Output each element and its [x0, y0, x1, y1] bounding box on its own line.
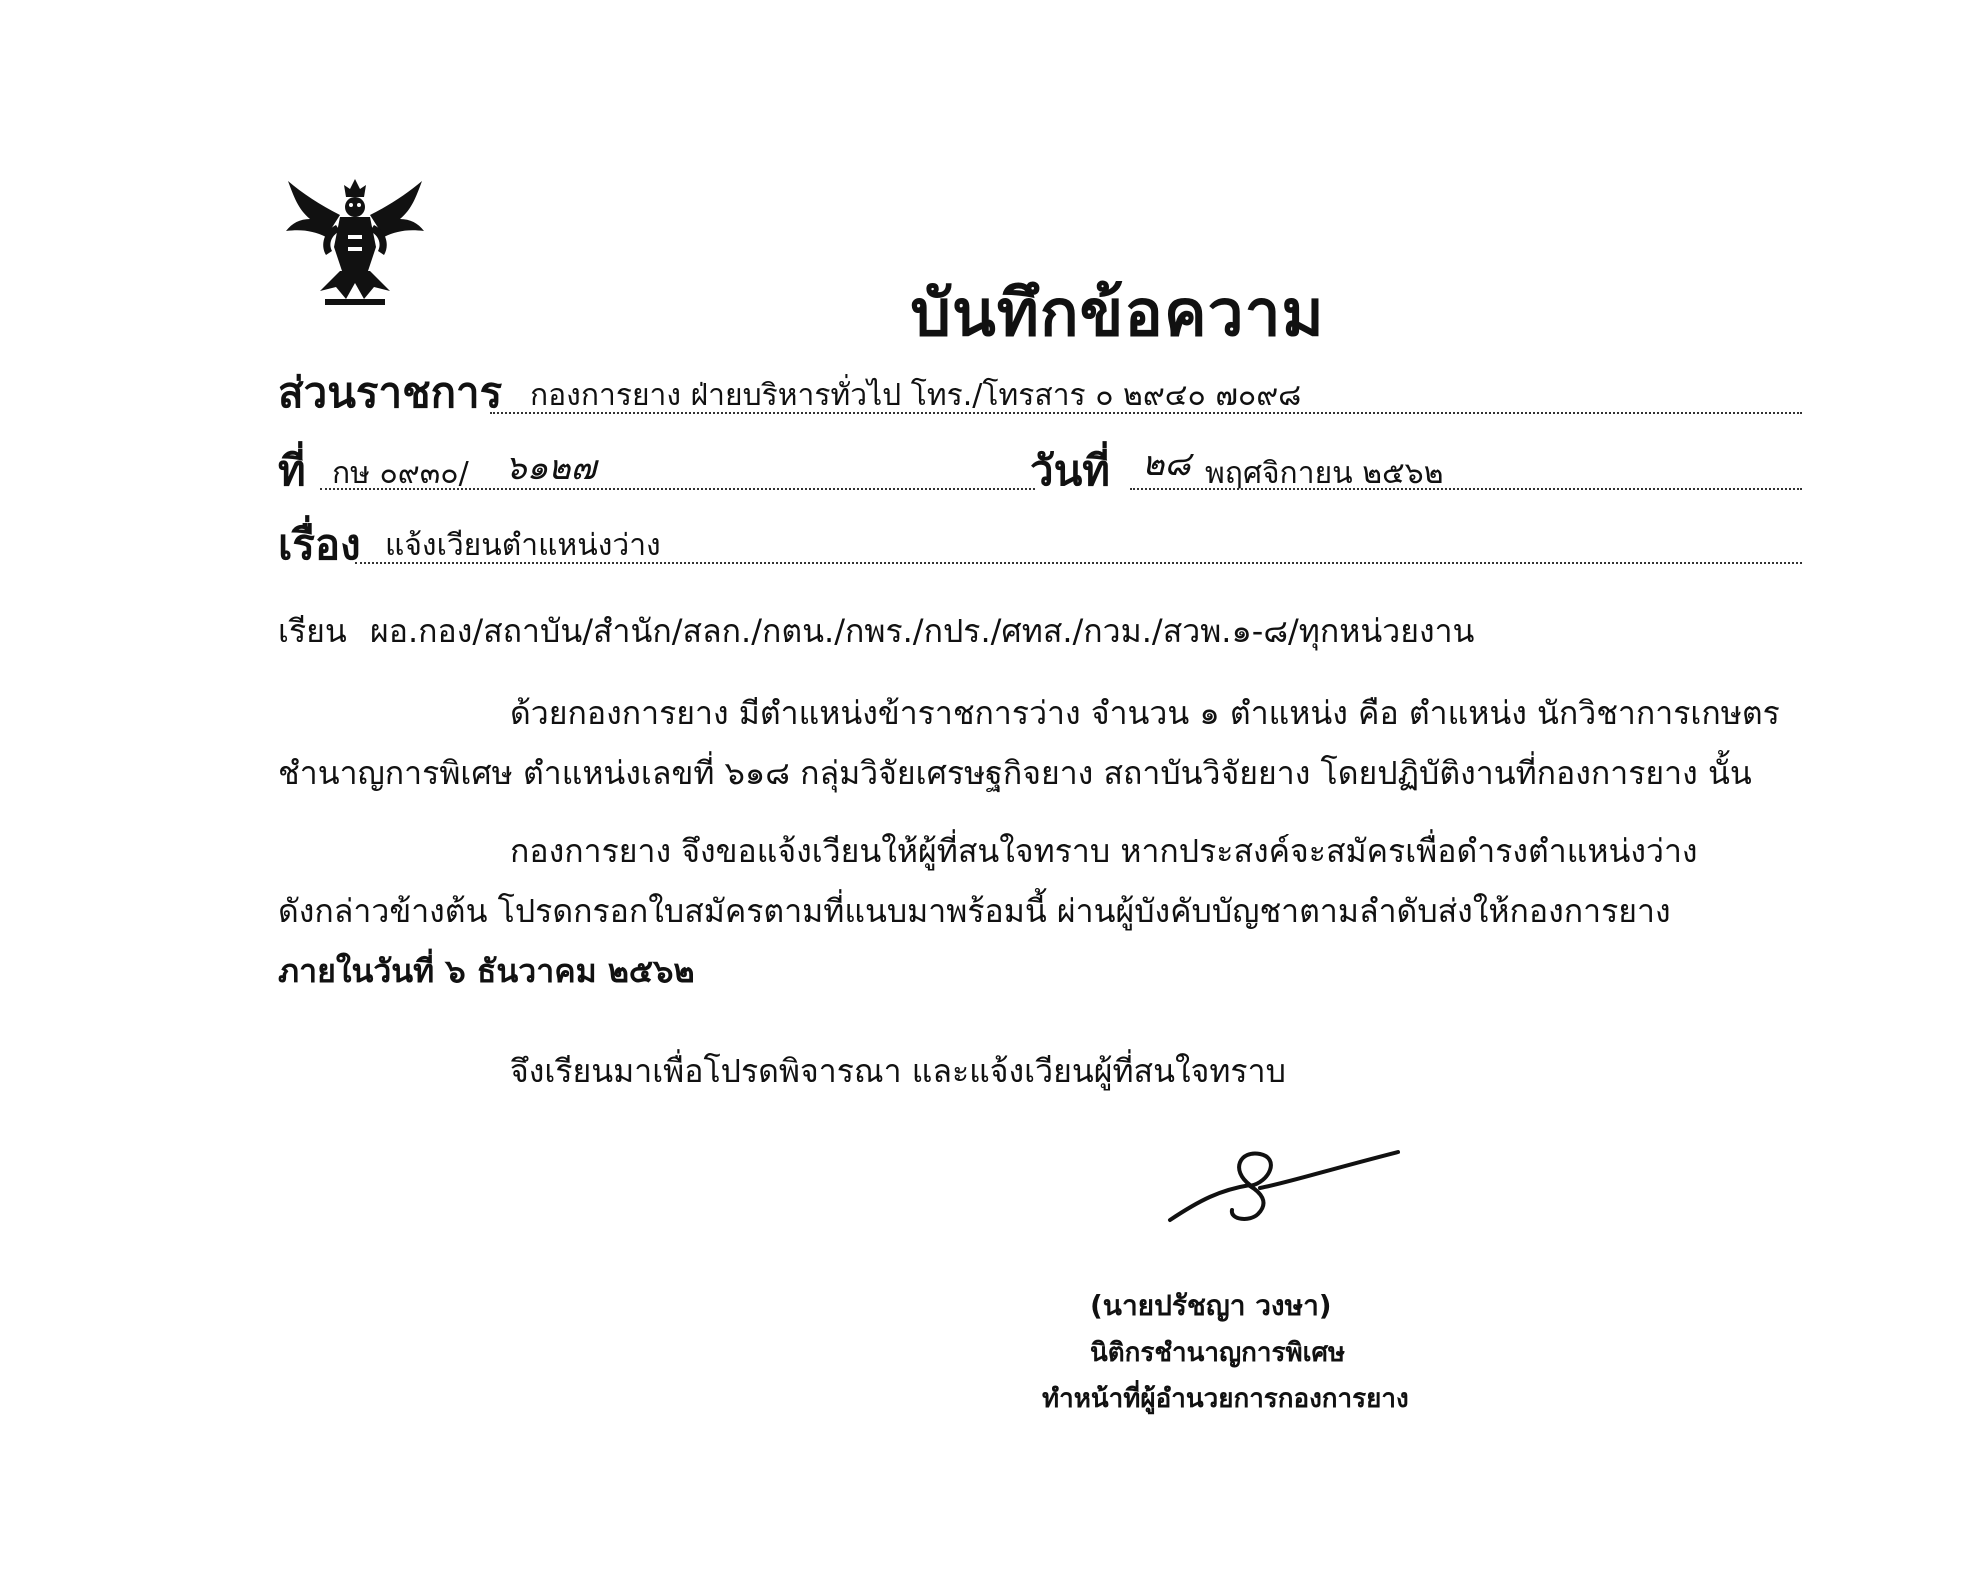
signer-position: นิติกรชำนาญการพิเศษ: [1090, 1338, 1346, 1368]
date-field: [1130, 446, 1802, 490]
paragraph-1-line-1: ด้วยกองการยาง มีตำแหน่งข้าราชการว่าง จำนวน ๑ ตำแหน่ง คือ ตำแหน่ง นักวิชาการเกษตร: [510, 694, 1780, 732]
date-label: วันที่: [1030, 446, 1110, 495]
memo-title: บันทึกข้อความ: [910, 277, 1325, 351]
subject-value: แจ้งเวียนตำแหน่งว่าง: [385, 528, 661, 563]
paragraph-1-line-2: ชำนาญการพิเศษ ตำแหน่งเลขที่ ๖๑๘ กลุ่มวิจัยเศรษฐกิจยาง สถาบันวิจัยยาง โดยปฏิบัติงานที่กองการยาง นั้น: [278, 754, 1752, 792]
subject-label: เรื่อง: [278, 520, 361, 569]
ref-number: ๖๑๒๗: [505, 448, 597, 488]
signer-name: (นายปรัชญา วงษา): [1090, 1289, 1332, 1322]
date-day: ๒๘: [1142, 444, 1191, 484]
signer-acting-title: ทำหน้าที่ผู้อำนวยการกองการยาง: [1042, 1384, 1409, 1414]
ref-prefix: กษ ๐๙๓๐/: [332, 456, 469, 491]
paragraph-2-line-2: ดังกล่าวข้างต้น โปรดกรอกใบสมัครตามที่แนบมาพร้อมนี้ ผ่านผู้บังคับบัญชาตามลำดับส่งให้กองการยาง: [278, 892, 1671, 930]
deadline-text: ภายในวันที่ ๖ ธันวาคม ๒๕๖๒: [278, 952, 695, 990]
paragraph-2-line-1: กองการยาง จึงขอแจ้งเวียนให้ผู้ที่สนใจทราบ หากประสงค์จะสมัครเพื่อดำรงตำแหน่งว่าง: [510, 832, 1698, 870]
agency-value: กองการยาง ฝ่ายบริหารทั่วไป โทร./โทรสาร ๐ ๒๙๔๐ ๗๐๙๘: [530, 378, 1302, 413]
agency-field: [490, 370, 1802, 414]
to-label: เรียน: [278, 612, 347, 650]
ref-label: ที่: [278, 446, 306, 495]
subject-field: [355, 520, 1802, 564]
agency-label: ส่วนราชการ: [278, 368, 503, 417]
to-value: ผอ.กอง/สถาบัน/สำนัก/สลก./กตน./กพร./กปร./ศทส./กวม./สวพ.๑-๘/ทุกหน่วยงาน: [370, 612, 1475, 650]
closing-text: จึงเรียนมาเพื่อโปรดพิจารณา และแจ้งเวียนผู้ที่สนใจทราบ: [510, 1052, 1286, 1090]
date-rest: พฤศจิกายน ๒๕๖๒: [1205, 456, 1444, 491]
ref-field: [320, 446, 1035, 490]
handwritten-signature-icon: [1160, 1130, 1410, 1240]
